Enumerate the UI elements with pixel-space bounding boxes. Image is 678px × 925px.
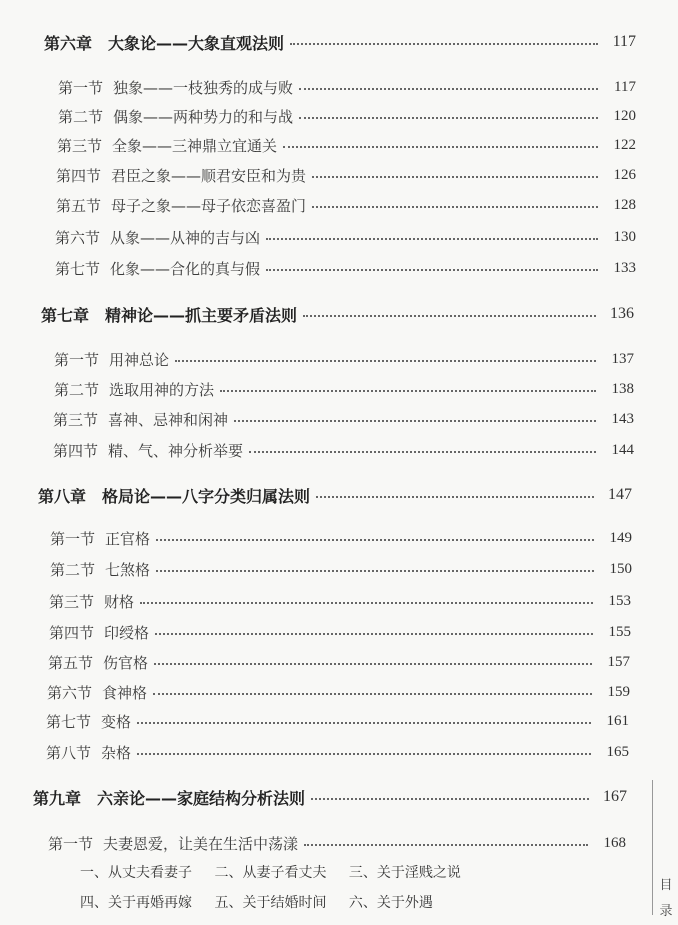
leader-dots bbox=[299, 88, 598, 90]
toc-section bbox=[46, 739, 629, 765]
toc-section bbox=[57, 132, 636, 158]
page-number: 153 bbox=[608, 592, 631, 609]
section-label: 第七节 bbox=[46, 712, 92, 731]
section-title: 母子之象——母子依恋喜盈门 bbox=[111, 196, 307, 215]
leader-dots bbox=[312, 176, 598, 178]
section-title: 化象——合化的真与假 bbox=[110, 259, 261, 278]
toc-section bbox=[49, 619, 631, 645]
toc-section bbox=[58, 74, 636, 100]
toc-section bbox=[50, 556, 632, 582]
page-number: 117 bbox=[614, 78, 636, 95]
toc-section bbox=[54, 376, 634, 402]
section-label: 第三节 bbox=[57, 136, 103, 155]
toc-section bbox=[53, 406, 634, 432]
section-label: 第一节 bbox=[50, 529, 96, 548]
section-label: 第二节 bbox=[54, 380, 100, 399]
section-label: 第二节 bbox=[58, 107, 104, 126]
section-title: 食神格 bbox=[102, 683, 148, 702]
page-number: 150 bbox=[609, 560, 632, 577]
page-number: 143 bbox=[611, 410, 634, 427]
section-title: 全象——三神鼎立宜通关 bbox=[112, 136, 278, 155]
section-title: 杂格 bbox=[101, 743, 132, 762]
leader-dots bbox=[312, 206, 598, 208]
leader-dots bbox=[266, 238, 598, 240]
section-title: 独象——一枝独秀的成与败 bbox=[113, 78, 294, 97]
leader-dots bbox=[303, 315, 596, 317]
toc-section bbox=[48, 649, 630, 675]
page-number: 117 bbox=[612, 33, 636, 50]
section-label: 第六节 bbox=[55, 228, 101, 247]
chapter-label: 第六章 bbox=[44, 33, 93, 53]
subsection-item: 五、关于结婚时间 bbox=[214, 895, 327, 911]
page-number: 120 bbox=[613, 107, 636, 124]
toc-section bbox=[53, 437, 634, 463]
leader-dots bbox=[153, 693, 592, 695]
toc-section bbox=[58, 103, 636, 129]
page-number: 159 bbox=[607, 683, 630, 700]
page-number: 126 bbox=[613, 166, 636, 183]
chapter-label: 第八章 bbox=[38, 486, 87, 506]
section-title: 精、气、神分析举要 bbox=[108, 441, 244, 460]
page-number: 137 bbox=[611, 350, 634, 367]
leader-dots bbox=[155, 633, 593, 635]
running-head-char: 录 bbox=[659, 904, 673, 919]
toc-section bbox=[47, 679, 630, 705]
section-title: 选取用神的方法 bbox=[109, 380, 215, 399]
toc-chapter bbox=[44, 28, 636, 56]
chapter-label: 第九章 bbox=[33, 788, 82, 808]
page-number: 138 bbox=[611, 380, 634, 397]
section-title: 从象——从神的吉与凶 bbox=[110, 228, 261, 247]
running-head-char: 目 bbox=[659, 878, 673, 893]
section-label: 第六节 bbox=[47, 683, 93, 702]
leader-dots bbox=[234, 420, 596, 422]
leader-dots bbox=[137, 753, 591, 755]
section-label: 第三节 bbox=[53, 410, 99, 429]
section-title: 伤官格 bbox=[103, 653, 149, 672]
subsection-list bbox=[80, 862, 479, 882]
page-number: 157 bbox=[607, 653, 630, 670]
margin-running-head bbox=[659, 873, 673, 925]
page-number: 136 bbox=[610, 305, 634, 322]
toc-section bbox=[56, 192, 636, 218]
section-label: 第五节 bbox=[56, 196, 102, 215]
page-number: 122 bbox=[613, 136, 636, 153]
leader-dots bbox=[137, 722, 591, 724]
leader-dots bbox=[266, 269, 598, 271]
section-label: 第一节 bbox=[58, 78, 104, 97]
margin-rule bbox=[652, 780, 653, 915]
chapter-title: 精神论——抓主要矛盾法则 bbox=[105, 305, 298, 325]
page-number: 147 bbox=[608, 486, 632, 503]
subsection-item: 二、从妻子看丈夫 bbox=[214, 865, 327, 881]
section-label: 第四节 bbox=[49, 623, 95, 642]
section-label: 第四节 bbox=[56, 166, 102, 185]
section-title: 印绶格 bbox=[104, 623, 150, 642]
leader-dots bbox=[283, 146, 598, 148]
leader-dots bbox=[311, 798, 589, 800]
leader-dots bbox=[299, 117, 598, 119]
subsection-item: 一、从丈夫看妻子 bbox=[80, 865, 192, 881]
page-number: 128 bbox=[613, 196, 636, 213]
page-number: 149 bbox=[609, 529, 632, 546]
subsection-item: 四、关于再婚再嫁 bbox=[80, 895, 192, 911]
section-label: 第七节 bbox=[55, 259, 101, 278]
section-label: 第二节 bbox=[50, 560, 96, 579]
section-title: 七煞格 bbox=[105, 560, 151, 579]
toc-chapter bbox=[33, 783, 627, 811]
page-number: 155 bbox=[608, 623, 631, 640]
leader-dots bbox=[175, 360, 596, 362]
leader-dots bbox=[316, 496, 594, 498]
leader-dots bbox=[220, 390, 596, 392]
toc-section bbox=[55, 224, 636, 250]
section-title: 正官格 bbox=[105, 529, 151, 548]
toc-section bbox=[48, 830, 626, 856]
leader-dots bbox=[249, 451, 596, 453]
section-label: 第三节 bbox=[49, 592, 95, 611]
section-title: 喜神、忌神和闲神 bbox=[108, 410, 229, 429]
leader-dots bbox=[154, 663, 592, 665]
page-number: 130 bbox=[613, 228, 636, 245]
section-title: 君臣之象——顺君安臣和为贵 bbox=[111, 166, 307, 185]
subsection-list bbox=[80, 892, 451, 912]
toc-section bbox=[56, 162, 636, 188]
page-number: 167 bbox=[603, 788, 627, 805]
subsection-item: 三、关于淫贱之说 bbox=[348, 865, 461, 881]
toc-section bbox=[46, 708, 629, 734]
leader-dots bbox=[290, 43, 598, 45]
chapter-title: 六亲论——家庭结构分析法则 bbox=[97, 788, 306, 808]
chapter-label: 第七章 bbox=[41, 305, 90, 325]
page-number: 165 bbox=[606, 743, 629, 760]
toc-section bbox=[49, 588, 631, 614]
section-title: 夫妻恩爱，让美在生活中荡漾 bbox=[103, 834, 299, 853]
toc-section bbox=[55, 255, 636, 281]
toc-chapter bbox=[41, 300, 634, 328]
toc-chapter bbox=[38, 481, 632, 509]
toc-section bbox=[54, 346, 634, 372]
chapter-title: 格局论——八字分类归属法则 bbox=[102, 486, 311, 506]
section-title: 财格 bbox=[104, 592, 135, 611]
chapter-title: 大象论——大象直观法则 bbox=[108, 33, 285, 53]
subsection-item: 六、关于外遇 bbox=[348, 895, 433, 911]
section-label: 第一节 bbox=[54, 350, 100, 369]
section-label: 第八节 bbox=[46, 743, 92, 762]
section-label: 第四节 bbox=[53, 441, 99, 460]
section-title: 变格 bbox=[101, 712, 132, 731]
section-label: 第五节 bbox=[48, 653, 94, 672]
section-label: 第一节 bbox=[48, 834, 94, 853]
section-title: 用神总论 bbox=[109, 350, 170, 369]
page-number: 168 bbox=[603, 834, 626, 851]
page-number: 133 bbox=[613, 259, 636, 276]
page-number: 161 bbox=[606, 712, 629, 729]
leader-dots bbox=[304, 844, 588, 846]
leader-dots bbox=[140, 602, 593, 604]
leader-dots bbox=[156, 539, 594, 541]
page-number: 144 bbox=[611, 441, 634, 458]
section-title: 偶象——两种势力的和与战 bbox=[113, 107, 294, 126]
leader-dots bbox=[156, 570, 594, 572]
toc-section bbox=[50, 525, 632, 551]
